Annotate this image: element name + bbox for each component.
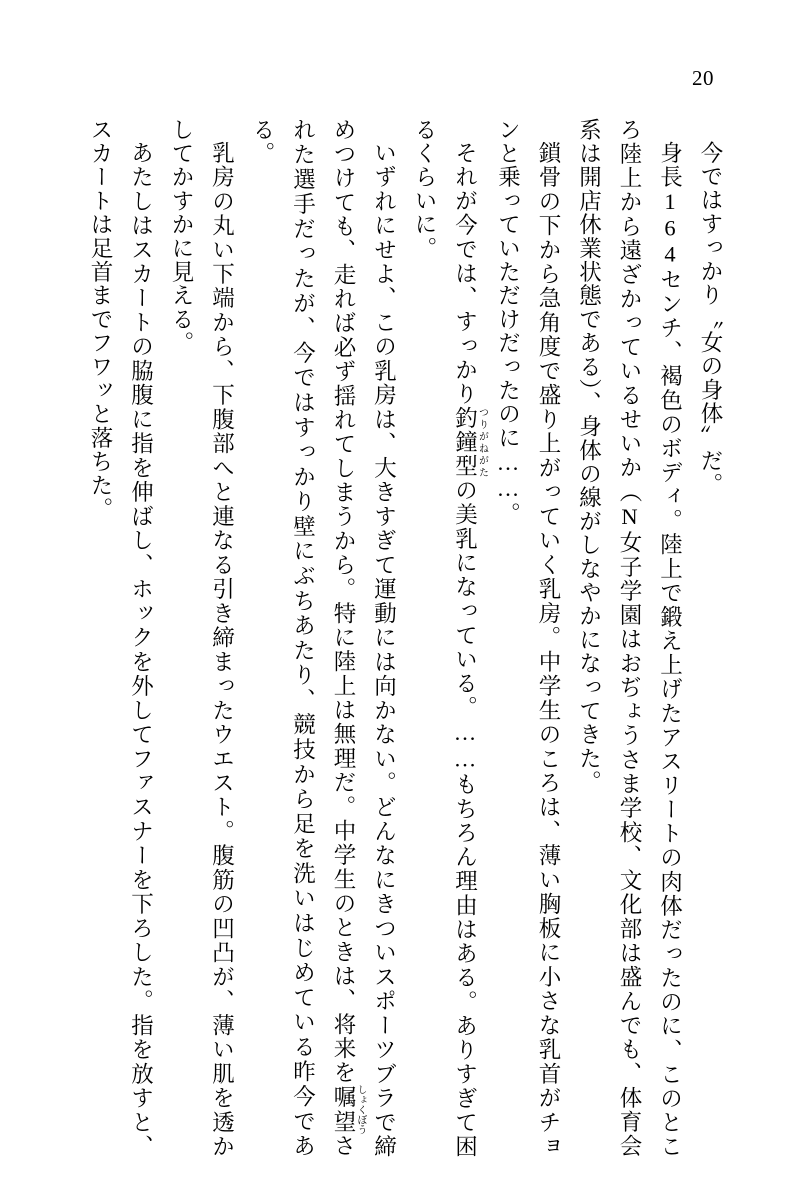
paragraph: 身長164センチ、褐色のボディ。陸上で鍛え上げたアスリートの肉体だったのに、このところ陸上から遠ざかっているせいか（N女子学園はおぢょうさま学校、文化部は盛んでも、体育会系は開店休業状態である）、身体の線がしなやかになってきた。 [576, 118, 683, 1158]
paragraph: あたしはスカートの脇腹に指を伸ばし、ホックを外してファスナーを下ろした。指を放すと、スカートは足首までフワッと落ちた。 [88, 118, 154, 1158]
ruby-text: 嘱望 しょくぼう [331, 1084, 366, 1135]
paragraph: 今ではすっかり〝女の身体〟だ。 [698, 140, 723, 496]
paragraph: いずれにせよ、この乳房は、大きすぎて運動には向かない。どんなにきついスポーツブラで締めつけても、走れば必ず揺れてしまうから。特に陸上は無理だ。中学生のときは、将来を嘱望 しょくぼうされた選手だったが、今ではすっかり壁にぶちあたり、競技から足を洗いはじめている昨今である。 [250, 118, 397, 1158]
ruby-text: 釣鐘型 つりがねがた [452, 405, 488, 479]
ruby-reading: つりがねがた [476, 405, 488, 478]
ruby-reading: しょくぼう [355, 1084, 366, 1135]
paragraph: それが今では、すっかり釣鐘型 つりがねがたの美乳になっている。……もちろん理由はある。ありすぎて困るくらいに。 [412, 118, 488, 1158]
paragraph: 鎖骨の下から急角度で盛り上がっていく乳房。中学生のころは、薄い胸板に小さな乳首がチョンと乗っていただけだったのに……。 [495, 118, 561, 1158]
page-number: 20 [692, 66, 714, 90]
page-body-text [60, 118, 730, 1158]
paragraph: 乳房の丸い下端から、下腹部へと連なる引き締まったウエスト。腹筋の凹凸が、薄い肌を透かしてかすかに見える。 [169, 118, 235, 1158]
